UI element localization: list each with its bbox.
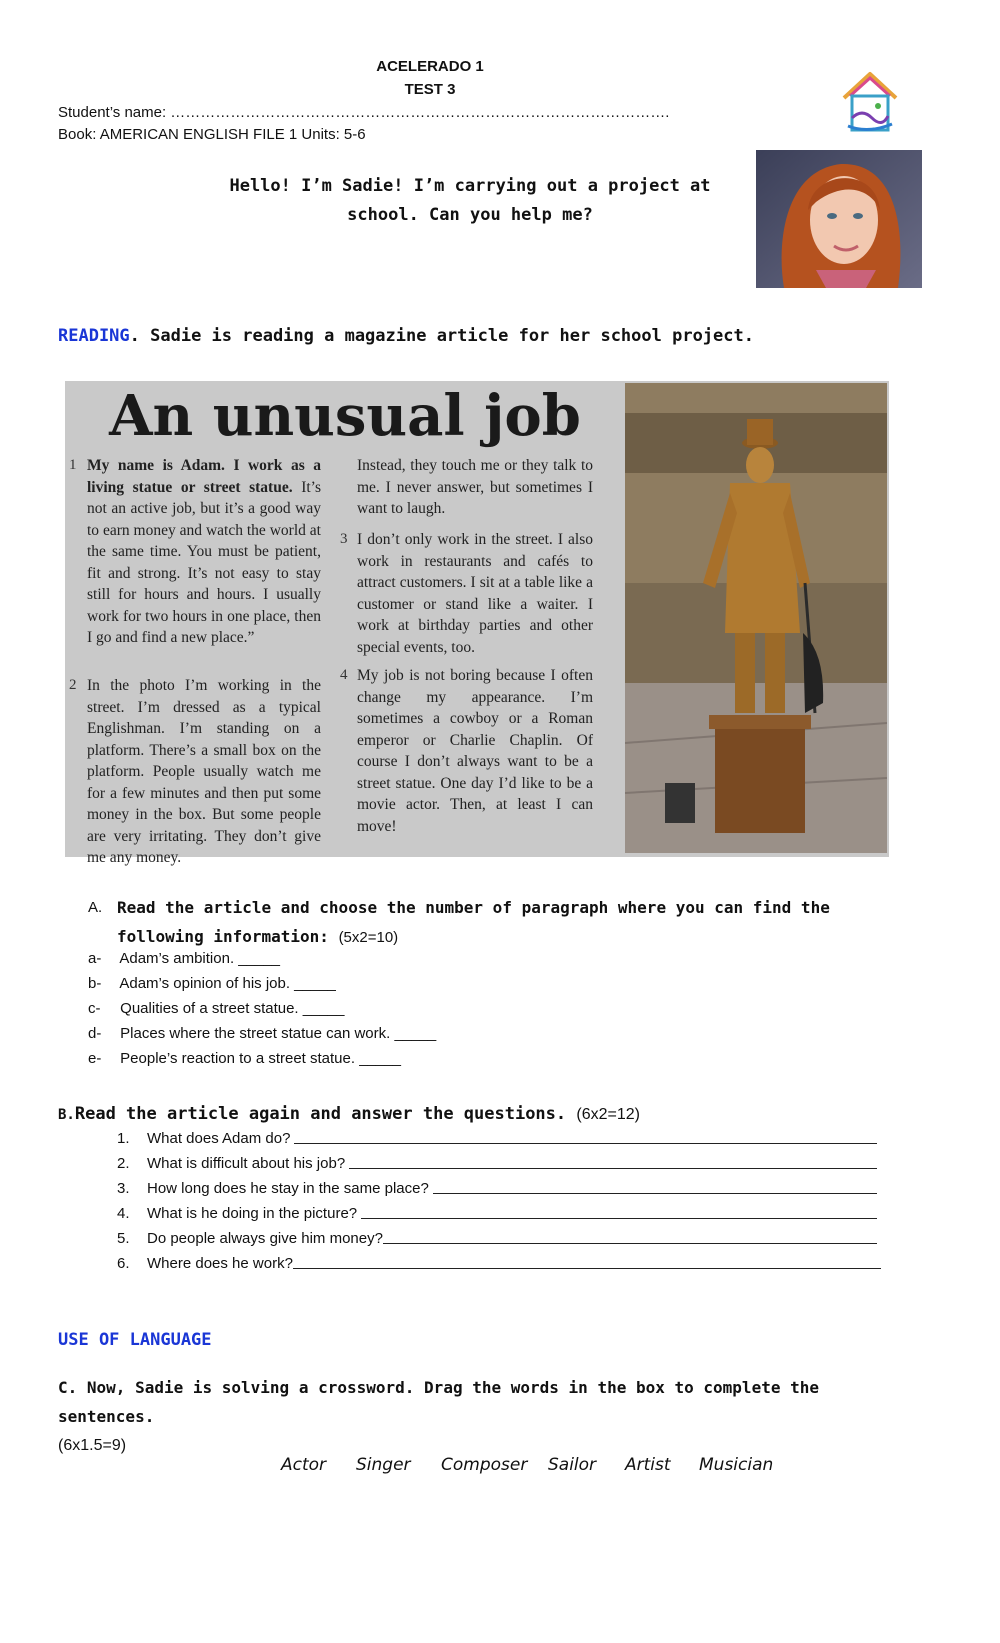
item-letter: e- xyxy=(88,1050,102,1067)
list-item xyxy=(88,1050,401,1067)
paragraph-1-lead: My name is Adam. I work as a living statue or street statue. xyxy=(87,457,321,496)
answer-line[interactable] xyxy=(383,1230,877,1244)
student-name-line: Student’s name: ………………………………………………………………………………………. xyxy=(58,104,670,121)
article-title: An unusual job xyxy=(109,383,581,449)
use-of-language-heading: USE OF LANGUAGE xyxy=(58,1330,212,1350)
paragraph-2-continued: Instead, they touch me or they talk to me. I never answer, but sometimes I want to laugh. xyxy=(357,457,593,517)
word-option-actor[interactable]: Actor xyxy=(281,1455,327,1475)
answer-line[interactable] xyxy=(361,1205,877,1219)
item-text: What is difficult about his job? xyxy=(147,1155,346,1172)
item-letter: c- xyxy=(88,1000,101,1017)
list-item xyxy=(117,1230,877,1247)
test-number: TEST 3 xyxy=(404,81,456,98)
item-text: Adam’s opinion of his job. _____ xyxy=(119,975,336,992)
question-b-text: Read the article again and answer the questions. xyxy=(74,1104,567,1124)
question-a-marks: (5x2=10) xyxy=(338,929,399,946)
question-a-text: Read the article and choose the number of paragraph where you can find the following information: xyxy=(117,898,830,946)
paragraph-number: 3 xyxy=(340,531,348,547)
question-c-text: C. Now, Sadie is solving a crossword. Drag the words in the box to complete the sentences. xyxy=(58,1378,819,1426)
paragraph-4: My job is not boring because I often change my appearance. I’m sometimes a cowboy or a Roman emperor or Charlie Chaplin. Of course I don’t always want to be a street statue. One day I’d like to be a movie actor. Then, at least I can move! xyxy=(357,667,593,835)
paragraph-3: I don’t only work in the street. I also work in restaurants and cafés to attract customers. I sit at a table like a customer or stand like a waiter. I work at birthday parties and other special events, too. xyxy=(357,531,593,656)
list-item xyxy=(117,1180,877,1197)
list-item xyxy=(117,1255,881,1272)
item-text: Adam’s ambition. _____ xyxy=(119,950,281,967)
list-item xyxy=(117,1130,877,1147)
paragraph-number: 2 xyxy=(69,677,77,693)
word-option-singer[interactable]: Singer xyxy=(356,1455,411,1475)
list-item xyxy=(88,975,336,992)
item-number: 4. xyxy=(117,1205,130,1222)
paragraph-1 xyxy=(87,455,321,649)
question-a-instruction xyxy=(88,893,888,952)
list-item xyxy=(88,1025,436,1042)
sadie-speech: Hello! I’m Sadie! I’m carrying out a project at school. Can you help me? xyxy=(229,176,711,225)
answer-line[interactable] xyxy=(294,1130,877,1144)
magazine-article xyxy=(65,381,889,866)
sadie-photo xyxy=(756,150,922,288)
item-text: Places where the street statue can work. _____ xyxy=(120,1025,437,1042)
reading-label: READING xyxy=(58,326,130,346)
paragraph-number: 4 xyxy=(340,667,348,683)
item-number: 5. xyxy=(117,1230,130,1247)
question-a-letter: A. xyxy=(88,899,103,916)
item-number: 1. xyxy=(117,1130,130,1147)
item-text: What does Adam do? xyxy=(147,1130,291,1147)
list-item xyxy=(117,1155,877,1172)
item-text: Where does he work? xyxy=(147,1255,293,1272)
paragraph-number: 1 xyxy=(69,457,77,473)
word-option-sailor[interactable]: Sailor xyxy=(548,1455,597,1475)
item-letter: a- xyxy=(88,950,102,967)
paragraph-1-text: It’s not an active job, but it’s a good way to earn money and watch the world at the same time. You must be patient, fit and strong. It’s not easy to stay still for hours and hours. I usually work for two hours in one place, then I go and find a new place.” xyxy=(87,478,321,646)
word-option-musician[interactable]: Musician xyxy=(699,1455,774,1475)
reading-instruction: . Sadie is reading a magazine article for her school project. xyxy=(129,326,754,346)
question-b-letter: B. xyxy=(58,1107,75,1123)
item-text: People’s reaction to a street statue. _____ xyxy=(120,1050,401,1067)
item-number: 2. xyxy=(117,1155,130,1172)
item-text: Do people always give him money? xyxy=(147,1230,383,1247)
answer-line[interactable] xyxy=(293,1255,881,1269)
book-info: Book: AMERICAN ENGLISH FILE 1 Units: 5-6 xyxy=(58,126,366,143)
list-item xyxy=(88,950,280,967)
answer-line[interactable] xyxy=(349,1155,877,1169)
list-item xyxy=(117,1205,877,1222)
item-text: What is he doing in the picture? xyxy=(147,1205,358,1222)
question-b-instruction xyxy=(58,1104,640,1124)
item-text: How long does he stay in the same place? xyxy=(147,1180,429,1197)
school-logo-icon xyxy=(838,68,902,140)
item-number: 6. xyxy=(117,1255,130,1272)
reading-heading xyxy=(58,326,754,346)
paragraph-2: In the photo I’m working in the street. I’m dressed as a typical Englishman. I’m standing on a platform. There’s a small box on the platform. People usually watch me for a few minutes and then put some money in the box. But some people are very irritating. They don’t give me any money. xyxy=(87,677,321,866)
list-item xyxy=(88,1000,344,1017)
word-option-artist[interactable]: Artist xyxy=(625,1455,671,1475)
question-c-instruction xyxy=(58,1374,878,1460)
answer-line[interactable] xyxy=(433,1180,877,1194)
street-statue-photo xyxy=(625,383,887,853)
test-title: ACELERADO 1 xyxy=(376,58,484,75)
item-letter: d- xyxy=(88,1025,102,1042)
word-option-composer[interactable]: Composer xyxy=(441,1455,528,1475)
item-letter: b- xyxy=(88,975,102,992)
item-number: 3. xyxy=(117,1180,130,1197)
question-c-marks: (6x1.5=9) xyxy=(58,1437,127,1454)
item-text: Qualities of a street statue. _____ xyxy=(120,1000,345,1017)
question-b-marks: (6x2=12) xyxy=(576,1106,640,1123)
